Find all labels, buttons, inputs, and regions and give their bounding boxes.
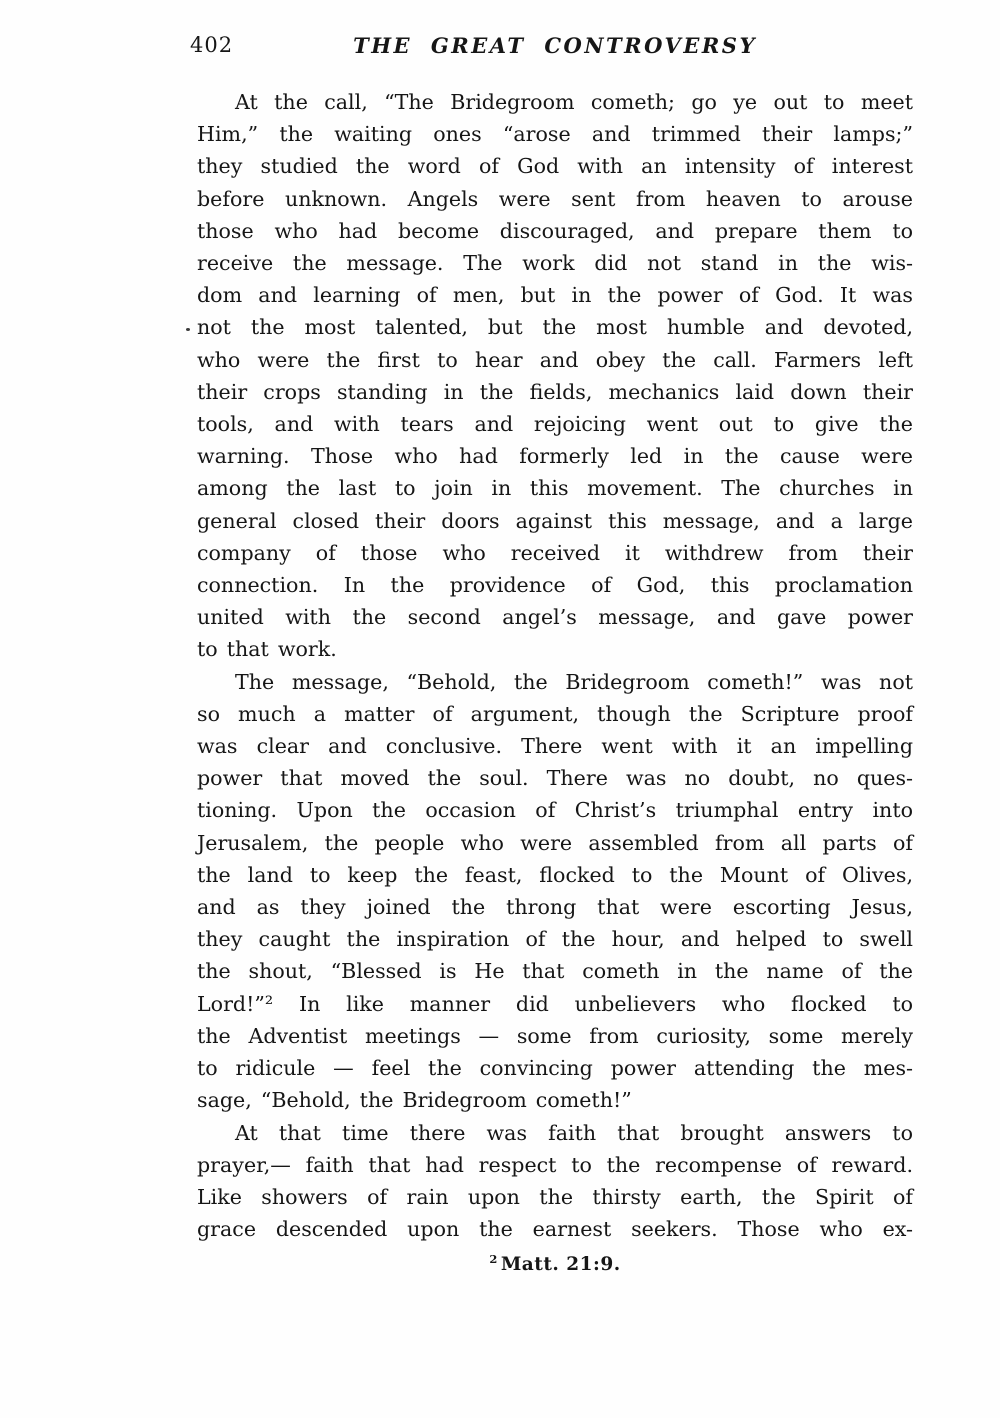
running-title: THE GREAT CONTROVERSY	[353, 33, 757, 58]
scan-artifact-speck	[186, 328, 190, 331]
text-line: was clear and conclusive. There went with it an impelling	[197, 734, 913, 759]
text-line: the shout, “Blessed is He that cometh in the name of the	[197, 959, 913, 984]
text-line: dom and learning of men, but in the power of God. It was	[197, 283, 913, 308]
text-line: At the call, “The Bridegroom cometh; go ye out to meet	[235, 90, 913, 114]
text-line: they caught the inspiration of the hour, and helped to swell	[197, 927, 913, 952]
text-line: and as they joined the throng that were escorting Jesus,	[197, 895, 913, 920]
text-line: to that work.	[197, 637, 337, 662]
text-line: warning. Those who had formerly led in the cause were	[197, 444, 913, 469]
text-line: the land to keep the feast, flocked to the Mount of Olives,	[197, 862, 913, 887]
text-line: company of those who received it withdrew from their	[197, 540, 913, 565]
text-line: Lord!”² In like manner did unbelievers who flocked to	[197, 991, 913, 1016]
text-line: At that time there was faith that brought answers to	[235, 1120, 913, 1145]
text-line: power that moved the soul. There was no doubt, no ques-	[197, 766, 913, 791]
text-line: those who had become discouraged, and prepare them to	[197, 218, 913, 243]
text-line: connection. In the providence of God, this proclamation	[197, 573, 913, 598]
text-line: not the most talented, but the most humble and devoted,	[197, 315, 913, 340]
text-line: to ridicule — feel the convincing power attending the mes-	[197, 1056, 913, 1081]
text-line: the Adventist meetings — some from curiosity, some merely	[197, 1023, 913, 1048]
footnote-text: Matt. 21:9.	[500, 1254, 621, 1276]
footnote	[197, 1252, 913, 1275]
page-number: 402	[190, 33, 234, 57]
text-line: Him,” the waiting ones “arose and trimmed their lamps;”	[197, 122, 913, 147]
text-line: so much a matter of argument, though the Scripture proof	[197, 701, 913, 726]
text-line: Jerusalem, the people who were assembled from all parts of	[197, 830, 913, 855]
text-line: receive the message. The work did not stand in the wis-	[197, 251, 913, 276]
page-header	[190, 33, 913, 61]
text-line: united with the second angel’s message, and gave power	[197, 605, 913, 630]
text-line: tools, and with tears and rejoicing went out to give the	[197, 412, 913, 437]
text-line: Like showers of rain upon the thirsty earth, the Spirit of	[197, 1184, 913, 1209]
body-text	[197, 86, 913, 1245]
text-line: they studied the word of God with an intensity of interest	[197, 154, 913, 179]
footnote-marker: 2	[489, 1252, 498, 1266]
text-line: tioning. Upon the occasion of Christ’s triumphal entry into	[197, 798, 913, 823]
text-line: sage, “Behold, the Bridegroom cometh!”	[197, 1088, 632, 1113]
text-line: among the last to join in this movement. The churches in	[197, 476, 913, 501]
text-line: who were the first to hear and obey the call. Farmers left	[197, 347, 913, 372]
text-line: their crops standing in the fields, mechanics laid down their	[197, 379, 913, 404]
text-line: before unknown. Angels were sent from heaven to arouse	[197, 186, 913, 211]
text-line: prayer,— faith that had respect to the recompense of reward.	[197, 1152, 913, 1177]
text-line: grace descended upon the earnest seekers. Those who ex-	[197, 1217, 913, 1242]
text-line: The message, “Behold, the Bridegroom cometh!” was not	[235, 669, 913, 694]
text-line: general closed their doors against this message, and a large	[197, 508, 913, 533]
